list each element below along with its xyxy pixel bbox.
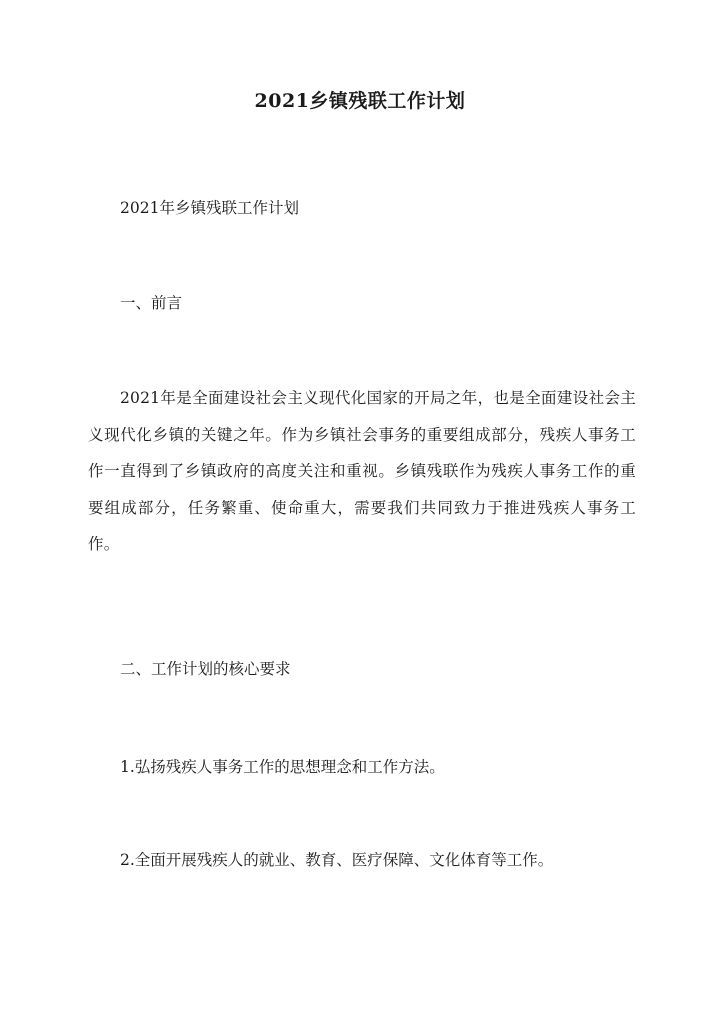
list-item: 1.弘扬残疾人事务工作的思想理念和工作方法。 xyxy=(120,758,445,776)
list-item: 2.全面开展残疾人的就业、教育、医疗保障、文化体育等工作。 xyxy=(120,851,554,869)
section-heading-core-requirements: 二、工作计划的核心要求 xyxy=(120,660,291,678)
preface-paragraph: 2021年是全面建设社会主义现代化国家的开局之年，也是全面建设社会主义现代化乡镇的关键之年。作为乡镇社会事务的重要组成部分，残疾人事务工作一直得到了乡镇政府的高度关注和重视。乡镇残联作为残疾人事务工作的重要组成部分，任务繁重、使命重大，需要我们共同致力于推进残疾人事务工作。 xyxy=(88,389,636,553)
document-subtitle: 2021年乡镇残联工作计划 xyxy=(120,199,299,217)
document-title: 2021乡镇残联工作计划 xyxy=(254,90,466,112)
section-heading-preface: 一、前言 xyxy=(120,294,183,312)
